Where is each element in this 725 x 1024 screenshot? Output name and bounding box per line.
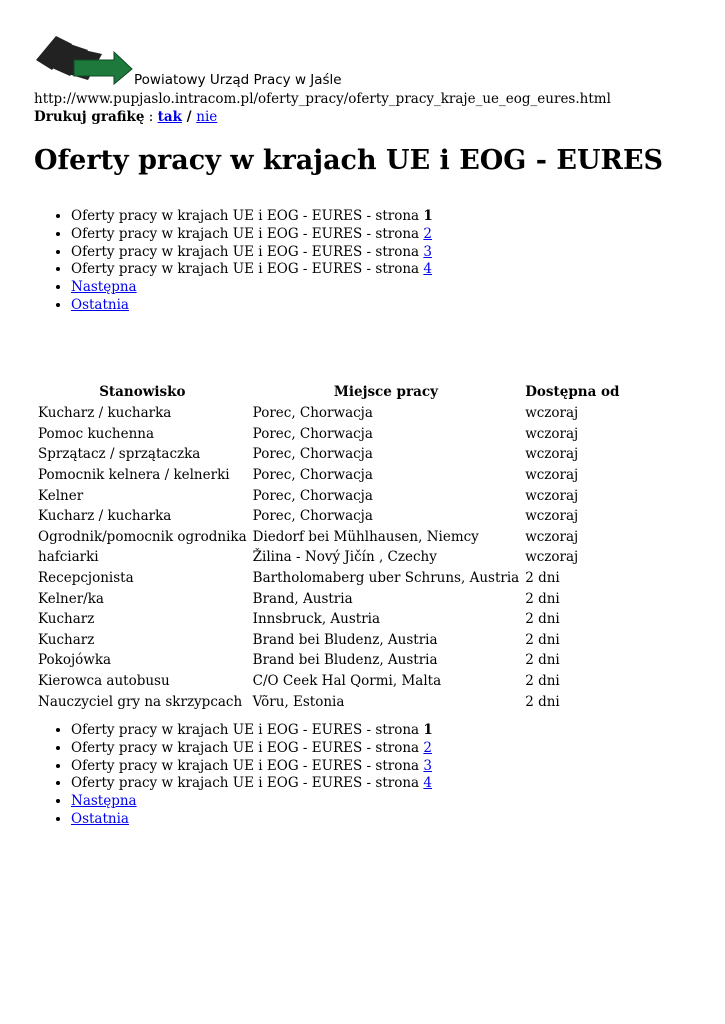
cell-location: Innsbruck, Austria [252,611,381,628]
cell-location: Porec, Chorwacja [252,467,373,484]
pagination-item [71,811,433,829]
cell-position: Nauczyciel gry na skrzypcach [38,693,243,710]
cell-position: Kelner/ka [38,590,104,607]
table-row [35,444,624,465]
pagination-item [71,226,433,244]
cell-available: 2 dni [525,652,560,669]
pagination-label: Oferty pracy w krajach UE i EOG - EURES - strona [71,243,424,260]
cell-location: Porec, Chorwacja [252,487,373,504]
cell-available: 2 dni [525,631,560,648]
cell-position: hafciarki [38,549,99,566]
table-header-row [35,381,624,403]
pagination-label: Oferty pracy w krajach UE i EOG - EURES - strona [71,261,424,278]
pagination-item [71,208,433,226]
table-row [35,506,624,527]
cell-available: wczoraj [525,487,579,504]
job-offers-table [35,381,624,712]
page-3-link[interactable]: 3 [423,243,432,260]
cell-available: wczoraj [525,425,579,442]
cell-position: Kucharz / kucharka [38,508,172,525]
cell-position: Pokojówka [38,652,112,669]
cell-location: Diedorf bei Mühlhausen, Niemcy [252,528,479,545]
page-2-link[interactable]: 2 [423,739,432,756]
cell-available: wczoraj [525,508,579,525]
cell-location: Bartholomaberg uber Schruns, Austria [252,570,520,587]
pagination-label: Oferty pracy w krajach UE i EOG - EURES - strona [71,208,424,224]
column-header-position: Stanowisko [99,384,186,400]
table-row [35,403,624,424]
page-4-link[interactable]: 4 [423,775,432,792]
cell-location: Võru, Estonia [252,693,345,710]
page-header [34,34,694,126]
page-url: http://www.pupjaslo.intracom.pl/oferty_pracy/oferty_pracy_kraje_ue_eog_eures.html [34,91,611,107]
cell-position: Kucharz / kucharka [38,405,172,422]
pagination-item [71,279,433,297]
site-name: Powiatowy Urząd Pracy w Jaśle [134,72,342,88]
table-body [35,403,624,712]
table-row [35,547,624,568]
table-row [35,527,624,548]
print-separator: : [144,109,158,125]
pagination-item [71,758,433,776]
pagination-bottom [34,722,433,829]
cell-available: wczoraj [525,528,579,545]
page-2-link[interactable]: 2 [423,225,432,242]
cell-available: 2 dni [525,673,560,690]
print-label: Drukuj grafikę [34,109,145,125]
cell-position: Kierowca autobusu [38,673,170,690]
cell-position: Kucharz [38,631,95,648]
column-header-available: Dostępna od [525,384,620,400]
pagination-item [71,261,433,279]
last-page-link[interactable]: Ostatnia [71,810,129,827]
pagination-label: Oferty pracy w krajach UE i EOG - EURES - strona [71,722,424,738]
cell-location: Žilina - Nový Jičín , Czechy [252,549,437,566]
print-graphics-row [34,108,694,126]
pagination-label: Oferty pracy w krajach UE i EOG - EURES - strona [71,775,424,792]
cell-available: wczoraj [525,446,579,463]
cell-position: Kucharz [38,611,95,628]
table-row [35,671,624,692]
cell-position: Kelner [38,487,84,504]
pagination-item [71,297,433,315]
current-page: 1 [423,722,433,738]
table-row [35,424,624,445]
table-row [35,650,624,671]
pagination-label: Oferty pracy w krajach UE i EOG - EURES - strona [71,739,424,756]
next-page-link[interactable]: Następna [71,793,137,810]
cell-available: wczoraj [525,549,579,566]
cell-position: Pomoc kuchenna [38,425,155,442]
table-row [35,691,624,712]
cell-position: Recepcjonista [38,570,134,587]
pagination-item [71,775,433,793]
pagination-item [71,244,433,262]
cell-location: Brand bei Bludenz, Austria [252,631,438,648]
cell-available: wczoraj [525,467,579,484]
cell-position: Ogrodnik/pomocnik ogrodnika [38,528,247,545]
cell-location: Porec, Chorwacja [252,508,373,525]
table-row [35,568,624,589]
current-page: 1 [423,208,433,224]
cell-location: C/O Ceek Hal Qormi, Malta [252,673,442,690]
last-page-link[interactable]: Ostatnia [71,296,129,313]
cell-available: wczoraj [525,405,579,422]
table-row [35,465,624,486]
pagination-top [34,208,433,315]
pagination-label: Oferty pracy w krajach UE i EOG - EURES - strona [71,225,424,242]
pagination-item [71,740,433,758]
page-4-link[interactable]: 4 [423,261,432,278]
cell-location: Porec, Chorwacja [252,446,373,463]
table-row [35,630,624,651]
cell-available: 2 dni [525,693,560,710]
pagination-item [71,793,433,811]
cell-location: Brand, Austria [252,590,353,607]
cell-location: Porec, Chorwacja [252,425,373,442]
table-row [35,485,624,506]
print-no-link[interactable]: nie [196,109,218,125]
next-page-link[interactable]: Następna [71,279,137,296]
page-title: Oferty pracy w krajach UE i EOG - EURES [34,145,664,176]
page-3-link[interactable]: 3 [423,757,432,774]
cell-position: Pomocnik kelnera / kelnerki [38,467,230,484]
cell-available: 2 dni [525,570,560,587]
print-slash: / [181,109,197,125]
cell-location: Porec, Chorwacja [252,405,373,422]
logo-icon [34,34,134,86]
cell-available: 2 dni [525,611,560,628]
pagination-item [71,722,433,740]
table-row [35,609,624,630]
column-header-location: Miejsce pracy [333,384,438,400]
table-row [35,588,624,609]
cell-position: Sprzątacz / sprzątaczka [38,446,201,463]
pagination-label: Oferty pracy w krajach UE i EOG - EURES - strona [71,757,424,774]
cell-available: 2 dni [525,590,560,607]
cell-location: Brand bei Bludenz, Austria [252,652,438,669]
print-yes-link[interactable]: tak [157,109,182,125]
